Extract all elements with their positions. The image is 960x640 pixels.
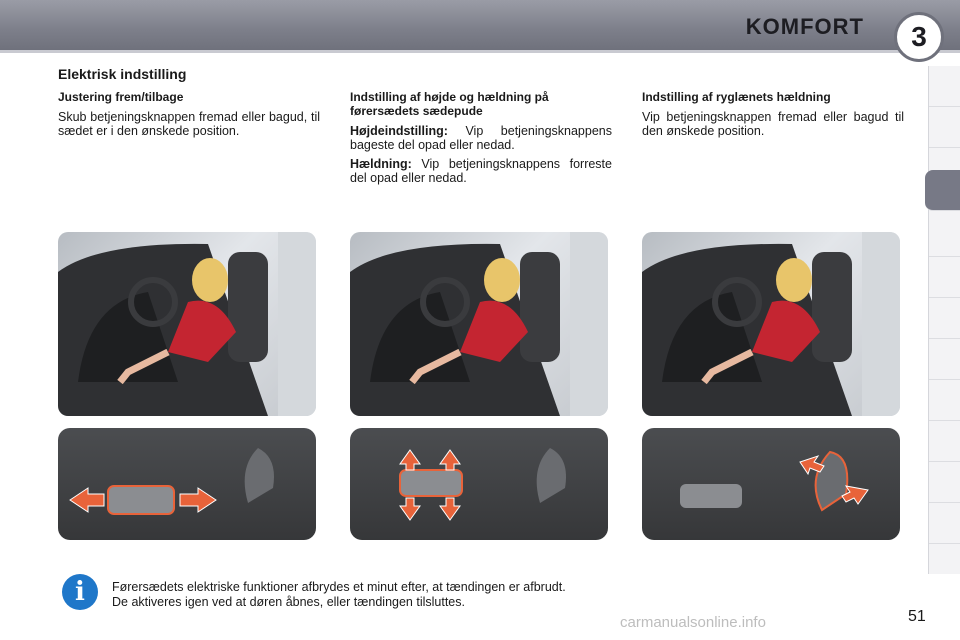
height-text: Vip betjeningsknappens bageste del opad eller nedad.	[350, 124, 612, 152]
seat-control-backrest	[642, 428, 900, 540]
chapter-tab-active[interactable]	[925, 170, 960, 211]
chapter-tab[interactable]	[929, 66, 960, 107]
chapter-tab[interactable]	[929, 107, 960, 148]
chapter-tabs	[928, 66, 960, 574]
seat-control-height-tilt	[350, 428, 608, 540]
chapter-tab[interactable]	[929, 298, 960, 339]
chapter-tab[interactable]	[929, 421, 960, 462]
info-icon: i	[62, 574, 98, 610]
chapter-tab[interactable]	[929, 380, 960, 421]
driver-seat-photo	[350, 232, 608, 416]
chapter-tab[interactable]	[929, 462, 960, 503]
tilt-paragraph	[350, 157, 612, 185]
section-title: Elektrisk indstilling	[58, 66, 187, 82]
tilt-label: Hældning:	[350, 157, 412, 171]
column-heading: Indstilling af højde og hældning på førersædets sædepude	[350, 90, 549, 118]
watermark-text: carmanualsonline.info	[620, 614, 766, 631]
driver-seat-photo	[642, 232, 900, 416]
height-paragraph	[350, 124, 612, 152]
chapter-number-badge: 3	[894, 12, 944, 62]
chapter-tab[interactable]	[929, 503, 960, 544]
height-label: Højdeindstilling:	[350, 124, 448, 138]
column-height-tilt	[350, 90, 612, 190]
seat-control-fore-aft	[58, 428, 316, 540]
chapter-tab[interactable]	[929, 257, 960, 298]
column-text: Vip betjeningsknappen fremad eller bagud til den ønskede position.	[642, 110, 904, 138]
info-note-line: De aktiveres igen ved at døren åbnes, eller tændingen tilsluttes.	[112, 595, 465, 609]
header-divider	[0, 50, 960, 53]
column-backrest	[642, 90, 904, 143]
info-note-line: Førersædets elektriske funktioner afbrydes et minut efter, at tændingen er afbrudt.	[112, 580, 566, 594]
info-note	[112, 580, 566, 610]
column-text: Skub betjeningsknappen fremad eller bagud, til sædet er i den ønskede position.	[58, 110, 320, 138]
chapter-tab[interactable]	[929, 216, 960, 257]
driver-seat-photo	[58, 232, 316, 416]
chapter-tab[interactable]	[929, 339, 960, 380]
chapter-title: KOMFORT	[745, 14, 864, 39]
column-heading: Indstilling af ryglænets hældning	[642, 90, 831, 104]
page-number: 51	[908, 608, 926, 625]
column-fore-aft	[58, 90, 320, 143]
tilt-text: Vip betjeningsknappens forreste del opad eller nedad.	[350, 157, 612, 185]
column-heading: Justering frem/tilbage	[58, 90, 184, 104]
